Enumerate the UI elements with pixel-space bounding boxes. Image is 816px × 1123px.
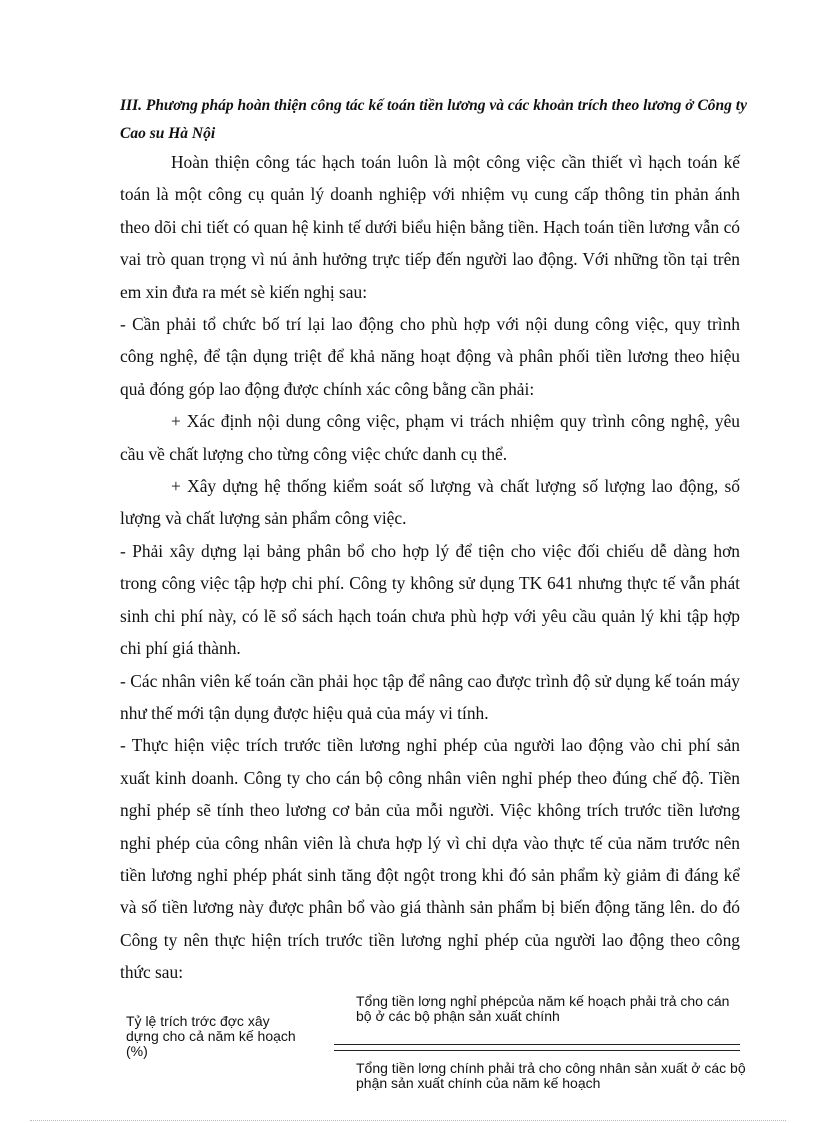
body-text <box>120 146 740 989</box>
fraction-bar-double <box>334 1050 740 1051</box>
formula-denominator: Tổng tiền lơng chính phải trả cho công nhân sản xuất ở các bộ phận sản xuất chính của năm kế hoạch <box>356 1060 746 1091</box>
paragraph-subitem-define: + Xác định nội dung công việc, phạm vi trách nhiệm quy trình công nghệ, yêu cầu về chất lượng cho từng công việc chức danh cụ thể. <box>120 411 740 464</box>
section-heading: III. Phương pháp hoàn thiện công tác kế toán tiền lương và các khoản trích theo lương ở Công ty Cao su Hà Nội <box>120 97 747 142</box>
paragraph-item-labor: - Cần phải tổ chức bố trí lại lao động cho phù hợp với nội dung công việc, quy trình công nghệ, để tận dụng triệt để khả năng hoạt động và phân phối tiền lương theo hiệu quả đóng góp lao động được chính xác công bằng cần phải: <box>120 314 740 399</box>
paragraph-item-training: - Các nhân viên kế toán cần phải học tập để nâng cao được trình độ sử dụng kế toán máy như thế mới tận dụng được hiệu quả của máy vi tính. <box>120 670 740 723</box>
page-bottom-divider <box>30 1120 786 1121</box>
paragraph-subitem-control: + Xây dựng hệ thống kiểm soát số lượng và chất lượng số lượng lao động, số lượng và chất lượng sản phẩm công việc. <box>120 476 740 529</box>
formula-numerator: Tổng tiền lơng nghỉ phépcủa năm kế hoạch phải trả cho cán bộ ở các bộ phận sản xuất chính <box>356 993 730 1024</box>
fraction-bar <box>334 1044 740 1045</box>
paragraph-intro: Hoàn thiện công tác hạch toán luôn là một công việc cần thiết vì hạch toán kế toán là một công cụ quản lý doanh nghiệp với nhiệm vụ cung cấp thông tin phản ánh theo dõi chi tiết có quan hệ kinh tế dưới biểu hiện bằng tiền. Hạch toán tiền lương vẫn có vai trò quan trọng vì nú ảnh hưởng trực tiếp đến người lao động. Với những tồn tại trên em xin đưa ra mét sè kiến nghị sau: <box>120 152 740 302</box>
paragraph-item-allocation: - Phải xây dựng lại bảng phân bổ cho hợp lý để tiện cho việc đối chiếu dễ dàng hơn trong công việc tập hợp chi phí. Công ty không sử dụng TK 641 nhưng thực tế vẫn phát sinh chi phí này, có lẽ sổ sách hạch toán chưa phù hợp với yêu cầu quản lý khi tập hợp chi phí giá thành. <box>120 540 740 659</box>
accrual-formula <box>120 986 750 1096</box>
paragraph-item-leave-accrual: - Thực hiện việc trích trước tiền lương nghỉ phép của người lao động vào chi phí sản xuất kinh doanh. Công ty cho cán bộ công nhân viên nghỉ phép theo đúng chế độ. Tiền nghỉ phép sẽ tính theo lương cơ bản của mỗi người. Việc không trích trước tiền lương nghỉ phép của công nhân viên là chưa hợp lý vì chỉ dựa vào thực tế của năm trước nên tiền lương nghỉ phép phát sinh tăng đột ngột trong khi đó sản phẩm kỳ giảm đi đáng kể và số tiền lương này được phân bổ vào giá thành sản phẩm bị biến động tăng lên. do đó Công ty nên thực hiện trích trước tiền lương nghỉ phép của người lao động theo công thức sau: <box>120 735 740 983</box>
formula-rate-label: Tỷ lệ trích trớc đợc xây dựng cho cả năm kế hoạch (%) <box>126 1013 296 1059</box>
